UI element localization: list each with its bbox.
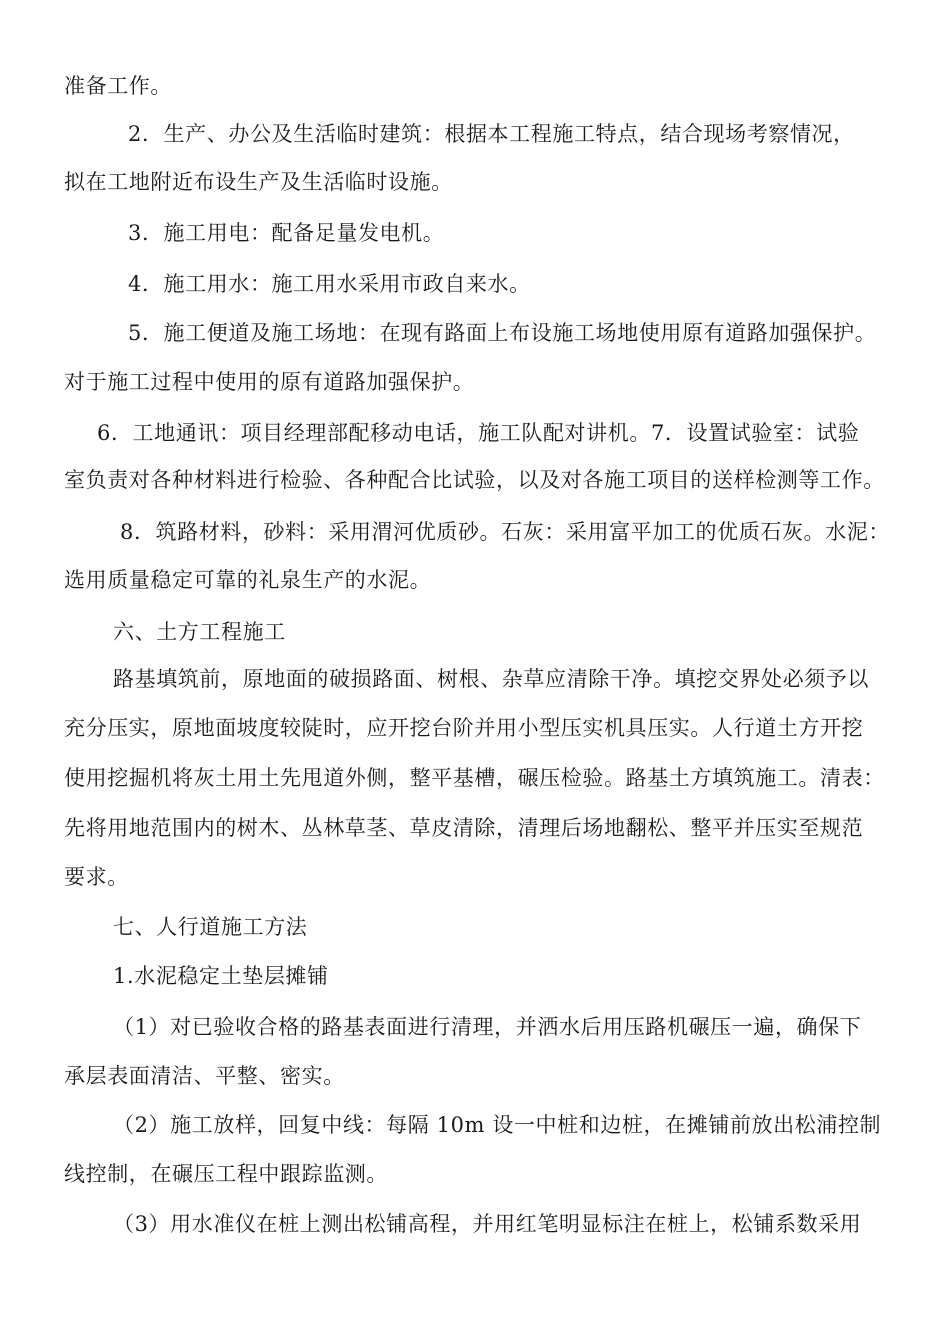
text-line: 准备工作。 [64,74,172,98]
section-heading: 七、人行道施工方法 [113,915,308,939]
text-line: 线控制，在碾压工程中跟踪监测。 [64,1162,388,1186]
text-line: （1）对已验收合格的路基表面进行清理，并洒水后用压路机碾压一遍，确保下 [113,1015,862,1039]
text-line: 4．施工用水：施工用水采用市政自来水。 [128,272,531,296]
subsection-heading: 1.水泥稳定土垫层摊铺 [113,964,329,988]
text-line: 5．施工便道及施工场地：在现有路面上布设施工场地使用原有道路加强保护。 [128,321,877,345]
text-line: 8．筑路材料，砂料：采用渭河优质砂。石灰：采用富平加工的优质石灰。水泥： [120,520,890,544]
text-line: 使用挖掘机将灰土用土先甩道外侧，整平基槽，碾压检验。路基土方填筑施工。清表： [64,766,885,790]
text-line: 对于施工过程中使用的原有道路加强保护。 [64,370,475,394]
text-line: 充分压实，原地面坡度较陡时，应开挖台阶并用小型压实机具压实。人行道土方开挖 [64,716,864,740]
text-line: 6．工地通讯：项目经理部配移动电话，施工队配对讲机。7．设置试验室：试验 [97,421,860,445]
text-line: 2．生产、办公及生活临时建筑：根据本工程施工特点，结合现场考察情况， [128,122,855,146]
text-line: 承层表面清洁、平整、密实。 [64,1064,345,1088]
text-line: 路基填筑前，原地面的破损路面、树根、杂草应清除干净。填挖交界处必须予以 [113,667,869,691]
text-line: 3．施工用电：配备足量发电机。 [128,221,445,245]
text-line: 要求。 [64,865,129,889]
text-line: （3）用水准仪在桩上测出松铺高程，并用红笔明显标注在桩上，松铺系数采用 [113,1212,862,1236]
text-line: 选用质量稳定可靠的礼泉生产的水泥。 [64,568,432,592]
text-line: 拟在工地附近布设生产及生活临时设施。 [64,170,453,194]
text-line: 室负责对各种材料进行检验、各种配合比试验，以及对各施工项目的送样检测等工作。 [64,468,885,492]
text-line: （2）施工放样，回复中线：每隔 10m 设一中桩和边桩，在摊铺前放出松浦控制 [113,1113,882,1137]
section-heading: 六、土方工程施工 [113,620,286,644]
text-line: 先将用地范围内的树木、丛林草茎、草皮清除，清理后场地翻松、整平并压实至规范 [64,816,864,840]
